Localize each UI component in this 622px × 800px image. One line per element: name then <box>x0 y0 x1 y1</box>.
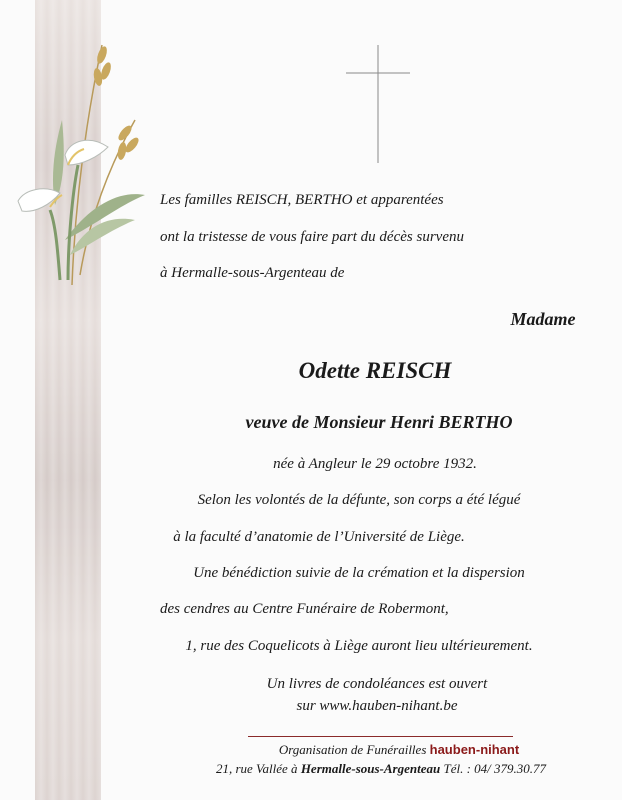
condolences-line-1: Un livres de condoléances est ouvert <box>266 676 488 692</box>
widow-line: veuve de Monsieur Henri BERTHO <box>245 412 513 432</box>
intro-line-3: à Hermalle-sous-Argenteau de <box>160 265 345 281</box>
calla-lily-wheat-icon <box>10 25 150 300</box>
body-line-2: à la faculté d’anatomie de l’Université de Liège. <box>173 529 465 545</box>
footer-divider <box>248 736 513 737</box>
body-line-1: Selon les volontés de la défunte, son corps a été légué <box>197 492 521 508</box>
intro-line-2: ont la tristesse de vous faire part du décès survenu <box>160 229 464 245</box>
footer-organisation <box>88 742 622 758</box>
deceased-name: Odette REISCH <box>298 358 452 383</box>
body-line-4: des cendres au Centre Funéraire de Robermont, <box>160 601 449 617</box>
address-town: Hermalle-sous-Argenteau <box>300 761 441 776</box>
phone: Tél. : 04/ 379.30.77 <box>443 761 547 776</box>
body-line-3: Une bénédiction suivie de la crémation et la dispersion <box>193 565 525 581</box>
org-prefix: Organisation de Funérailles <box>278 742 427 757</box>
brand-name: hauben-nihant <box>429 742 520 757</box>
intro-line-1: Les familles REISCH, BERTHO et apparentées <box>160 192 444 208</box>
condolences-website: sur www.hauben-nihant.be <box>296 698 458 714</box>
body-line-5: 1, rue des Coquelicots à Liège auront lieu ultérieurement. <box>185 638 533 654</box>
footer-address <box>70 761 622 777</box>
address-prefix: 21, rue Vallée à <box>215 761 298 776</box>
birth-line: née à Angleur le 29 octobre 1932. <box>273 456 477 472</box>
cross-icon <box>346 45 410 163</box>
title-madame: Madame <box>510 309 576 329</box>
